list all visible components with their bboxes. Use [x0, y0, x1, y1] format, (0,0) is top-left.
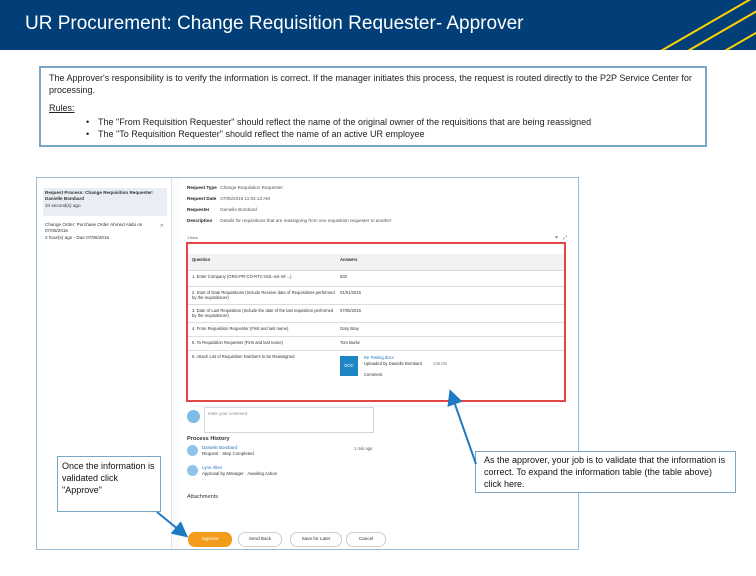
- table-header-row: [188, 254, 564, 270]
- inbox-item-time: 34 second(s) ago: [45, 203, 81, 208]
- rules-title: Rules:: [49, 103, 75, 113]
- question-cell: 1. Enter Company (ORG-PR-CO-RTC-SOL-ext-inf-...): [192, 274, 292, 279]
- table-toolbar-icons: [555, 235, 567, 241]
- avatar: [187, 410, 200, 423]
- field-description: [187, 218, 391, 223]
- column-header: Answers: [340, 257, 358, 262]
- field-value: Danielle Bombard: [220, 207, 257, 212]
- slide-title: UR Procurement: Change Requisition Requester- Approver: [25, 13, 524, 34]
- answer-cell: Tom Burke: [340, 340, 361, 345]
- answer-cell: Gary Bray: [340, 326, 359, 331]
- answer-cell: 533: [340, 274, 347, 279]
- question-cell: 4. From Requisition Requester (First and last name): [192, 326, 289, 331]
- history-name[interactable]: Lynn Allen: [202, 465, 223, 470]
- question-cell: 3. Date of Last Requisition (Include the date of the last requisition performed by the requisitioner): [192, 308, 334, 318]
- answer-cell: 07/05/2016: [340, 308, 361, 313]
- history-step: Approval by Manager · Awaiting Action: [202, 470, 278, 476]
- history-name[interactable]: Danielle Bombard: [202, 445, 237, 450]
- table-row: [188, 304, 564, 323]
- rule-item: • The "From Requisition Requester" should reflect the name of the original owner of the requisitions that are being reassigned: [86, 116, 697, 128]
- send-back-button[interactable]: Send Back: [238, 532, 282, 547]
- table-row: [188, 322, 564, 337]
- request-detail: [180, 178, 578, 549]
- action-bar: [180, 528, 578, 549]
- question-cell: 2. Start of Date Requisitions (Include Receive date of Requisitions performed by the requisitioner): [192, 290, 335, 300]
- cancel-button[interactable]: Cancel: [346, 532, 386, 547]
- comment-input[interactable]: enter your comment: [204, 407, 374, 433]
- history-step: Request · Step Completed: [202, 450, 254, 456]
- history-time: 1 min ago: [354, 446, 373, 451]
- field-request-date: [187, 196, 270, 201]
- close-icon[interactable]: ✕: [159, 223, 164, 229]
- field-label: Requester: [187, 207, 210, 212]
- field-label: Request Date: [187, 196, 217, 201]
- intro-box: [39, 66, 707, 147]
- field-value: Details for requisitions that are reassigning from one requisition requester to another: [220, 218, 392, 223]
- avatar: [187, 465, 198, 476]
- attachment-meta: [364, 355, 447, 378]
- table-row: [188, 286, 564, 305]
- question-cell: 5. To Requisition Requester (First and last name): [192, 340, 283, 345]
- approve-button[interactable]: Approve: [188, 532, 232, 547]
- field-label: Request Type: [187, 185, 217, 190]
- history-entry: [202, 445, 254, 456]
- rules-list: [49, 116, 697, 140]
- approve-callout: Once the information is validated click "Approve": [57, 456, 161, 512]
- attachment-comment: Comment: [364, 372, 383, 377]
- inbox-item-title: Request Process: Change Requisition Requester: Danielle Bombard: [45, 190, 154, 201]
- intro-text: The Approver's responsibility is to verify the information is correct. If the manager initiates this process, the request is routed directly to the P2P Service Center for processing.: [49, 73, 692, 95]
- column-header: Question: [192, 257, 211, 262]
- uploaded-by: Uploaded by Danielle Bombard: [364, 360, 422, 366]
- field-requester: [187, 207, 257, 212]
- answer-cell: 01/01/2016: [340, 290, 361, 295]
- expand-table-callout: As the approver, your job is to validate that the information is correct. To expand the information table (the table above) click here.: [475, 451, 736, 493]
- inbox-item-time: 2 hour(s) ago · Due 07/06/2016: [45, 235, 110, 240]
- inbox-item[interactable]: [43, 188, 167, 216]
- attachment-uploader: [364, 361, 447, 367]
- filter-icon[interactable]: ⏷: [554, 235, 559, 241]
- document-icon[interactable]: DOC: [340, 356, 358, 376]
- attachment-link[interactable]: Re Testing.docx: [364, 355, 394, 360]
- field-value: Change Requisition Requester: [220, 185, 283, 190]
- field-request-type: [187, 185, 283, 190]
- table-toolbar: [187, 235, 567, 240]
- save-for-later-button[interactable]: Save for Later: [290, 532, 342, 547]
- process-history-title: Process History: [187, 436, 230, 442]
- question-cell: 6. Attach List of Requisition Numbers to be Reassigned: [192, 354, 295, 359]
- item-count: 1 item: [187, 235, 198, 240]
- field-label: Description: [187, 218, 213, 223]
- slide-header: [0, 0, 756, 50]
- avatar: [187, 445, 198, 456]
- file-size: 245 KB: [433, 360, 447, 366]
- inbox-item-title: Change Order: Purchase Order Ahmed Alabi on 07/05/2016: [45, 222, 143, 233]
- attachments-title: Attachments: [187, 494, 219, 500]
- table-row: [188, 350, 564, 399]
- rule-item: • The "To Requisition Requester" should reflect the name of an active UR employee: [86, 128, 697, 140]
- inbox-item[interactable]: [43, 220, 167, 244]
- table-row: [188, 270, 564, 287]
- history-entry: [202, 465, 277, 476]
- information-table: [186, 242, 566, 402]
- table-row: [188, 336, 564, 351]
- field-value: 07/05/2016 11:04:13 AM: [220, 196, 271, 201]
- expand-table-icon[interactable]: ⤢: [562, 235, 567, 241]
